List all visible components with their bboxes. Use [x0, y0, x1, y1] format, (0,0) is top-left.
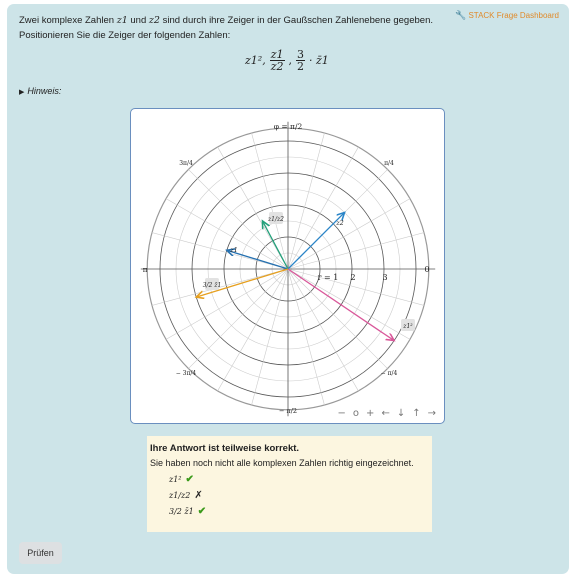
- vector-label-scaled: 3/2 z̄1: [202, 282, 222, 289]
- feedback-item: z1² ✔: [169, 473, 194, 485]
- angle-label-top: φ = π/2: [273, 122, 303, 131]
- check-icon: ✔: [197, 505, 207, 517]
- vector-label-z2: z2: [336, 219, 344, 227]
- vector-z1: [288, 269, 394, 341]
- grid-ray: [288, 233, 424, 269]
- cross-icon: ✗: [194, 489, 203, 501]
- stack-dashboard-link[interactable]: 🔧 STACK Frage Dashboard: [455, 10, 559, 20]
- triangle-right-icon: ▶: [19, 89, 25, 96]
- angle-label-left: π: [142, 266, 148, 274]
- check-icon: ✔: [185, 473, 194, 485]
- pan-right-button[interactable]: →: [427, 408, 436, 419]
- radius-label-1: r = 1: [317, 273, 339, 282]
- angle-label-bottom: − π/2: [278, 407, 298, 415]
- polar-grid-svg[interactable]: [131, 109, 444, 423]
- grid-ray: [288, 269, 388, 369]
- question-text: Zwei komplexe Zahlen z1 und z2 sind durch ihre Zeiger in der Gaußschen Zahlenebene gegeben. Positionieren Sie die Zeiger der folgenden Zahlen:: [19, 15, 433, 41]
- grid-ray: [288, 269, 410, 339]
- plot-navigation: [338, 408, 436, 419]
- submit-button[interactable]: Prüfen: [19, 542, 62, 564]
- radius-label-3: 3: [382, 273, 388, 282]
- zoom-out-button[interactable]: −: [337, 408, 346, 419]
- pan-left-button[interactable]: ←: [381, 408, 390, 419]
- question-card: [7, 4, 569, 574]
- grid-ray: [152, 233, 288, 269]
- pan-down-button[interactable]: ↓: [396, 408, 406, 419]
- vector-label-z1: z1: [230, 246, 238, 254]
- pan-up-button[interactable]: ↑: [412, 408, 421, 419]
- feedback-list: [157, 471, 206, 519]
- zoom-reset-button[interactable]: o: [352, 408, 360, 419]
- feedback-text: Sie haben noch nicht alle komplexen Zahlen richtig eingezeichnet.: [150, 458, 414, 468]
- feedback-box: [147, 436, 432, 532]
- angle-label-top-left: 3π/4: [179, 160, 193, 167]
- fraction-z1-z2: $\frac{z1}{z2}$: [270, 48, 284, 73]
- grid-ray: [288, 147, 358, 269]
- vector-label-quotient: z1/z2: [268, 216, 284, 223]
- grid-ray: [252, 269, 288, 405]
- grid-ray: [288, 269, 358, 391]
- grid-ray: [288, 199, 410, 269]
- radius-label-2: 2: [350, 273, 356, 282]
- zoom-in-button[interactable]: +: [366, 408, 375, 419]
- grid-ray: [252, 133, 288, 269]
- angle-label-top-right: π/4: [384, 160, 394, 167]
- hint-toggle[interactable]: ▶ Hinweis:: [19, 86, 62, 96]
- target-formula: z1², $\frac{z1}{z2}$ , $\frac{3}{2}$ · z̄1: [245, 48, 329, 73]
- grid-ray: [288, 133, 324, 269]
- angle-label-bottom-right: − π/4: [380, 370, 398, 377]
- wrench-icon: 🔧: [455, 10, 467, 20]
- feedback-item: z1/z2 ✗: [169, 489, 203, 501]
- vector-label-square: z1²: [403, 323, 413, 330]
- angle-label-right: 0: [424, 265, 430, 274]
- feedback-title: Ihre Antwort ist teilweise korrekt.: [150, 443, 300, 454]
- complex-plane-plot[interactable]: [130, 108, 445, 424]
- feedback-item: 3/2 z̄1 ✔: [169, 505, 207, 517]
- grid-ray: [288, 269, 424, 305]
- fraction-three-halves: $\frac{3}{2}$: [297, 48, 304, 73]
- grid-ray: [166, 269, 288, 339]
- angle-label-bottom-left: − 3π/4: [175, 370, 197, 377]
